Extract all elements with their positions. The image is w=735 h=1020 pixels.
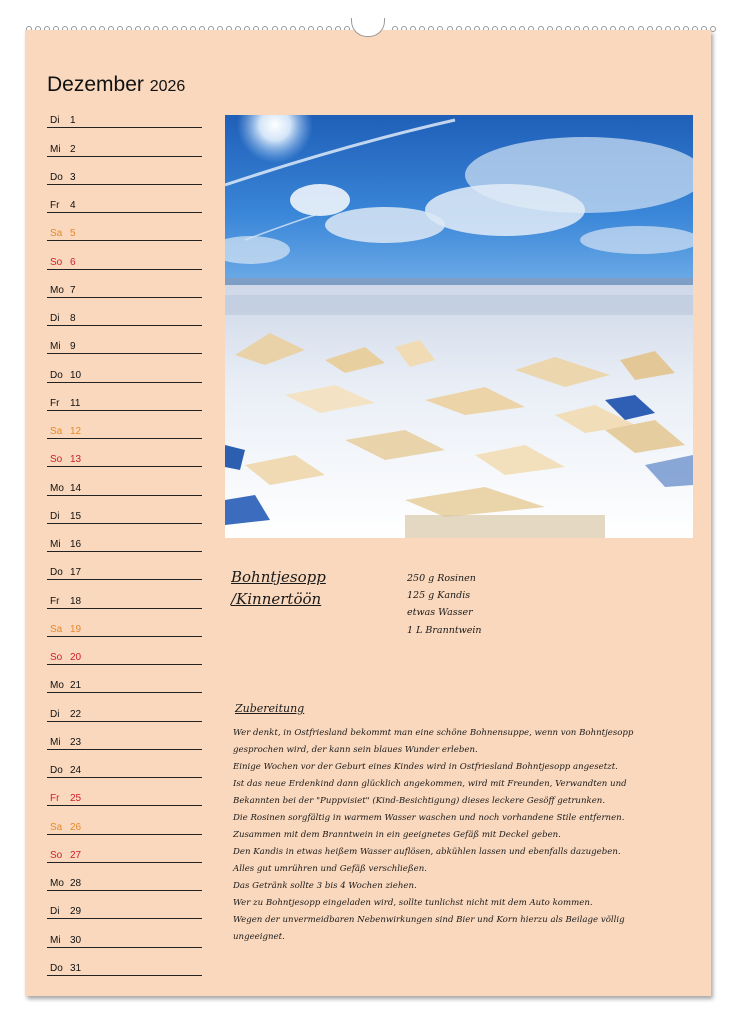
weekday-label: Mo	[50, 878, 64, 889]
weekday-label: Sa	[50, 623, 63, 635]
ingredient-item: 250 g Rosinen	[407, 573, 476, 584]
weekday-label: Do	[50, 369, 63, 381]
weekday-label: Mo	[50, 680, 64, 692]
binding-hole	[710, 26, 716, 32]
day-number: 21	[70, 680, 82, 692]
day-row	[47, 693, 202, 721]
day-number: 4	[70, 200, 76, 211]
day-number: 28	[70, 878, 82, 889]
preparation-line: Das Getränk sollte 3 bis 4 Wochen ziehen.	[233, 881, 417, 891]
weekday-label: So	[50, 454, 63, 466]
weekday-label: Fr	[50, 397, 60, 409]
day-row	[47, 128, 202, 156]
day-number: 20	[70, 652, 82, 663]
ingredient-item: etwas Wasser	[407, 607, 473, 619]
day-row	[47, 863, 202, 891]
weekday-label: Mi	[50, 143, 61, 155]
day-number: 3	[70, 171, 76, 183]
day-row	[47, 806, 202, 834]
ingredient-item: 1 L Branntwein	[407, 624, 482, 636]
day-row	[47, 552, 202, 580]
weekday-label: Sa	[50, 821, 63, 833]
preparation-line: Die Rosinen sorgfältig in warmem Wasser waschen und noch vorhandene Stile entfernen.	[233, 813, 625, 823]
preparation-line: Ist das neue Erdenkind dann glücklich angekommen, wird mit Freunden, Verwandten und	[233, 779, 627, 789]
day-number: 25	[70, 793, 82, 805]
day-row	[47, 835, 202, 863]
preparation-line: Wer zu Bohntjesopp eingeladen wird, sollte tunlichst nicht mit dem Auto kommen.	[233, 898, 593, 908]
day-row	[47, 665, 202, 693]
weekday-label: Mi	[50, 539, 61, 550]
day-number: 5	[70, 228, 76, 240]
year: 2026	[149, 78, 186, 95]
day-number: 17	[70, 567, 82, 579]
day-number: 31	[70, 962, 82, 974]
month-title	[47, 73, 185, 97]
day-row	[47, 524, 202, 552]
day-number: 29	[70, 906, 82, 918]
day-row	[47, 298, 202, 326]
preparation-line: Zusammen mit dem Branntwein in ein geeignetes Gefäß mit Deckel geben.	[233, 830, 561, 840]
weekday-label: Mo	[50, 482, 64, 494]
day-row	[47, 270, 202, 298]
weekday-label: Di	[50, 906, 60, 918]
weekday-label: Fr	[50, 200, 60, 211]
weekday-label: Di	[50, 708, 60, 720]
weekday-label: Sa	[50, 426, 63, 437]
day-row	[47, 750, 202, 778]
day-row	[47, 891, 202, 919]
day-row	[47, 100, 202, 128]
day-row	[47, 354, 202, 382]
weekday-label: So	[50, 849, 63, 861]
weekday-label: So	[50, 256, 63, 268]
weekday-label: Fr	[50, 793, 60, 805]
preparation-line: Den Kandis in etwas heißem Wasser auflösen, abkühlen lassen und ebenfalls dazugeben.	[233, 847, 621, 857]
weekday-label: Mi	[50, 736, 61, 748]
day-row	[47, 213, 202, 241]
day-row	[47, 637, 202, 665]
day-number: 12	[70, 426, 82, 437]
preparation-line: Bekannten bei der "Puppvisiet" (Kind-Besichtigung) dieses leckere Gesöff getrunken.	[233, 796, 606, 806]
day-row	[47, 948, 202, 976]
recipe-title-line-2: /Kinnertöön	[231, 590, 322, 608]
day-number: 18	[70, 595, 82, 607]
day-row	[47, 467, 202, 495]
day-row	[47, 580, 202, 608]
day-row	[47, 496, 202, 524]
weekday-label: Do	[50, 962, 63, 974]
month-name: Dezember	[47, 73, 144, 96]
day-number: 16	[70, 539, 82, 550]
day-number: 1	[70, 115, 76, 127]
recipe-title	[231, 566, 326, 610]
day-row	[47, 439, 202, 467]
day-number: 8	[70, 313, 76, 324]
weekday-label: Fr	[50, 595, 60, 607]
day-number: 23	[70, 736, 82, 748]
day-number: 30	[70, 934, 82, 946]
day-number: 2	[70, 143, 76, 155]
weekday-label: Mi	[50, 934, 61, 946]
day-number: 11	[70, 397, 81, 409]
ingredient-list	[407, 570, 482, 639]
day-number: 22	[70, 708, 82, 720]
day-number: 27	[70, 849, 82, 861]
weekday-label: Do	[50, 171, 63, 183]
day-number: 10	[70, 369, 82, 381]
weekday-label: So	[50, 652, 63, 663]
weekday-label: Mo	[50, 284, 64, 296]
winter-sea-ice-photo	[225, 115, 693, 538]
day-number: 9	[70, 341, 76, 353]
weekday-label: Sa	[50, 228, 63, 240]
day-list	[47, 100, 202, 976]
day-row	[47, 411, 202, 439]
preparation-line: Wegen der unvermeidbaren Nebenwirkungen sind Bier und Korn hierzu als Beilage völlig	[233, 915, 625, 925]
day-row	[47, 241, 202, 269]
day-row	[47, 326, 202, 354]
weekday-label: Do	[50, 567, 63, 579]
day-row	[47, 919, 202, 947]
preparation-line: gesprochen wird, der kann sein blaues Wunder erleben.	[233, 745, 478, 755]
day-row	[47, 383, 202, 411]
preparation-heading: Zubereitung	[235, 702, 305, 715]
weekday-label: Di	[50, 313, 60, 324]
day-number: 7	[70, 284, 76, 296]
day-row	[47, 185, 202, 213]
day-row	[47, 778, 202, 806]
day-number: 13	[70, 454, 82, 466]
day-row	[47, 157, 202, 185]
weekday-label: Do	[50, 765, 63, 776]
preparation-line: Wer denkt, in Ostfriesland bekommt man eine schöne Bohnensuppe, wenn von Bohntjesopp	[233, 728, 634, 738]
day-number: 19	[70, 623, 82, 635]
day-number: 24	[70, 765, 82, 776]
weekday-label: Mi	[50, 341, 61, 353]
preparation-line: Alles gut umrühren und Gefäß verschließen.	[233, 864, 427, 874]
day-row	[47, 609, 202, 637]
weekday-label: Di	[50, 510, 60, 522]
day-number: 26	[70, 821, 82, 833]
day-number: 6	[70, 256, 76, 268]
day-number: 15	[70, 510, 82, 522]
preparation-text	[233, 725, 663, 946]
recipe-title-line-1: Bohntjesopp	[231, 568, 326, 586]
preparation-line: Einige Wochen vor der Geburt eines Kindes wird in Ostfriesland Bohntjesopp angesetzt.	[233, 762, 618, 772]
day-number: 14	[70, 482, 82, 494]
preparation-line: ungeeignet.	[233, 932, 285, 942]
weekday-label: Di	[50, 115, 60, 127]
day-row	[47, 722, 202, 750]
ingredient-item: 125 g Kandis	[407, 590, 471, 602]
